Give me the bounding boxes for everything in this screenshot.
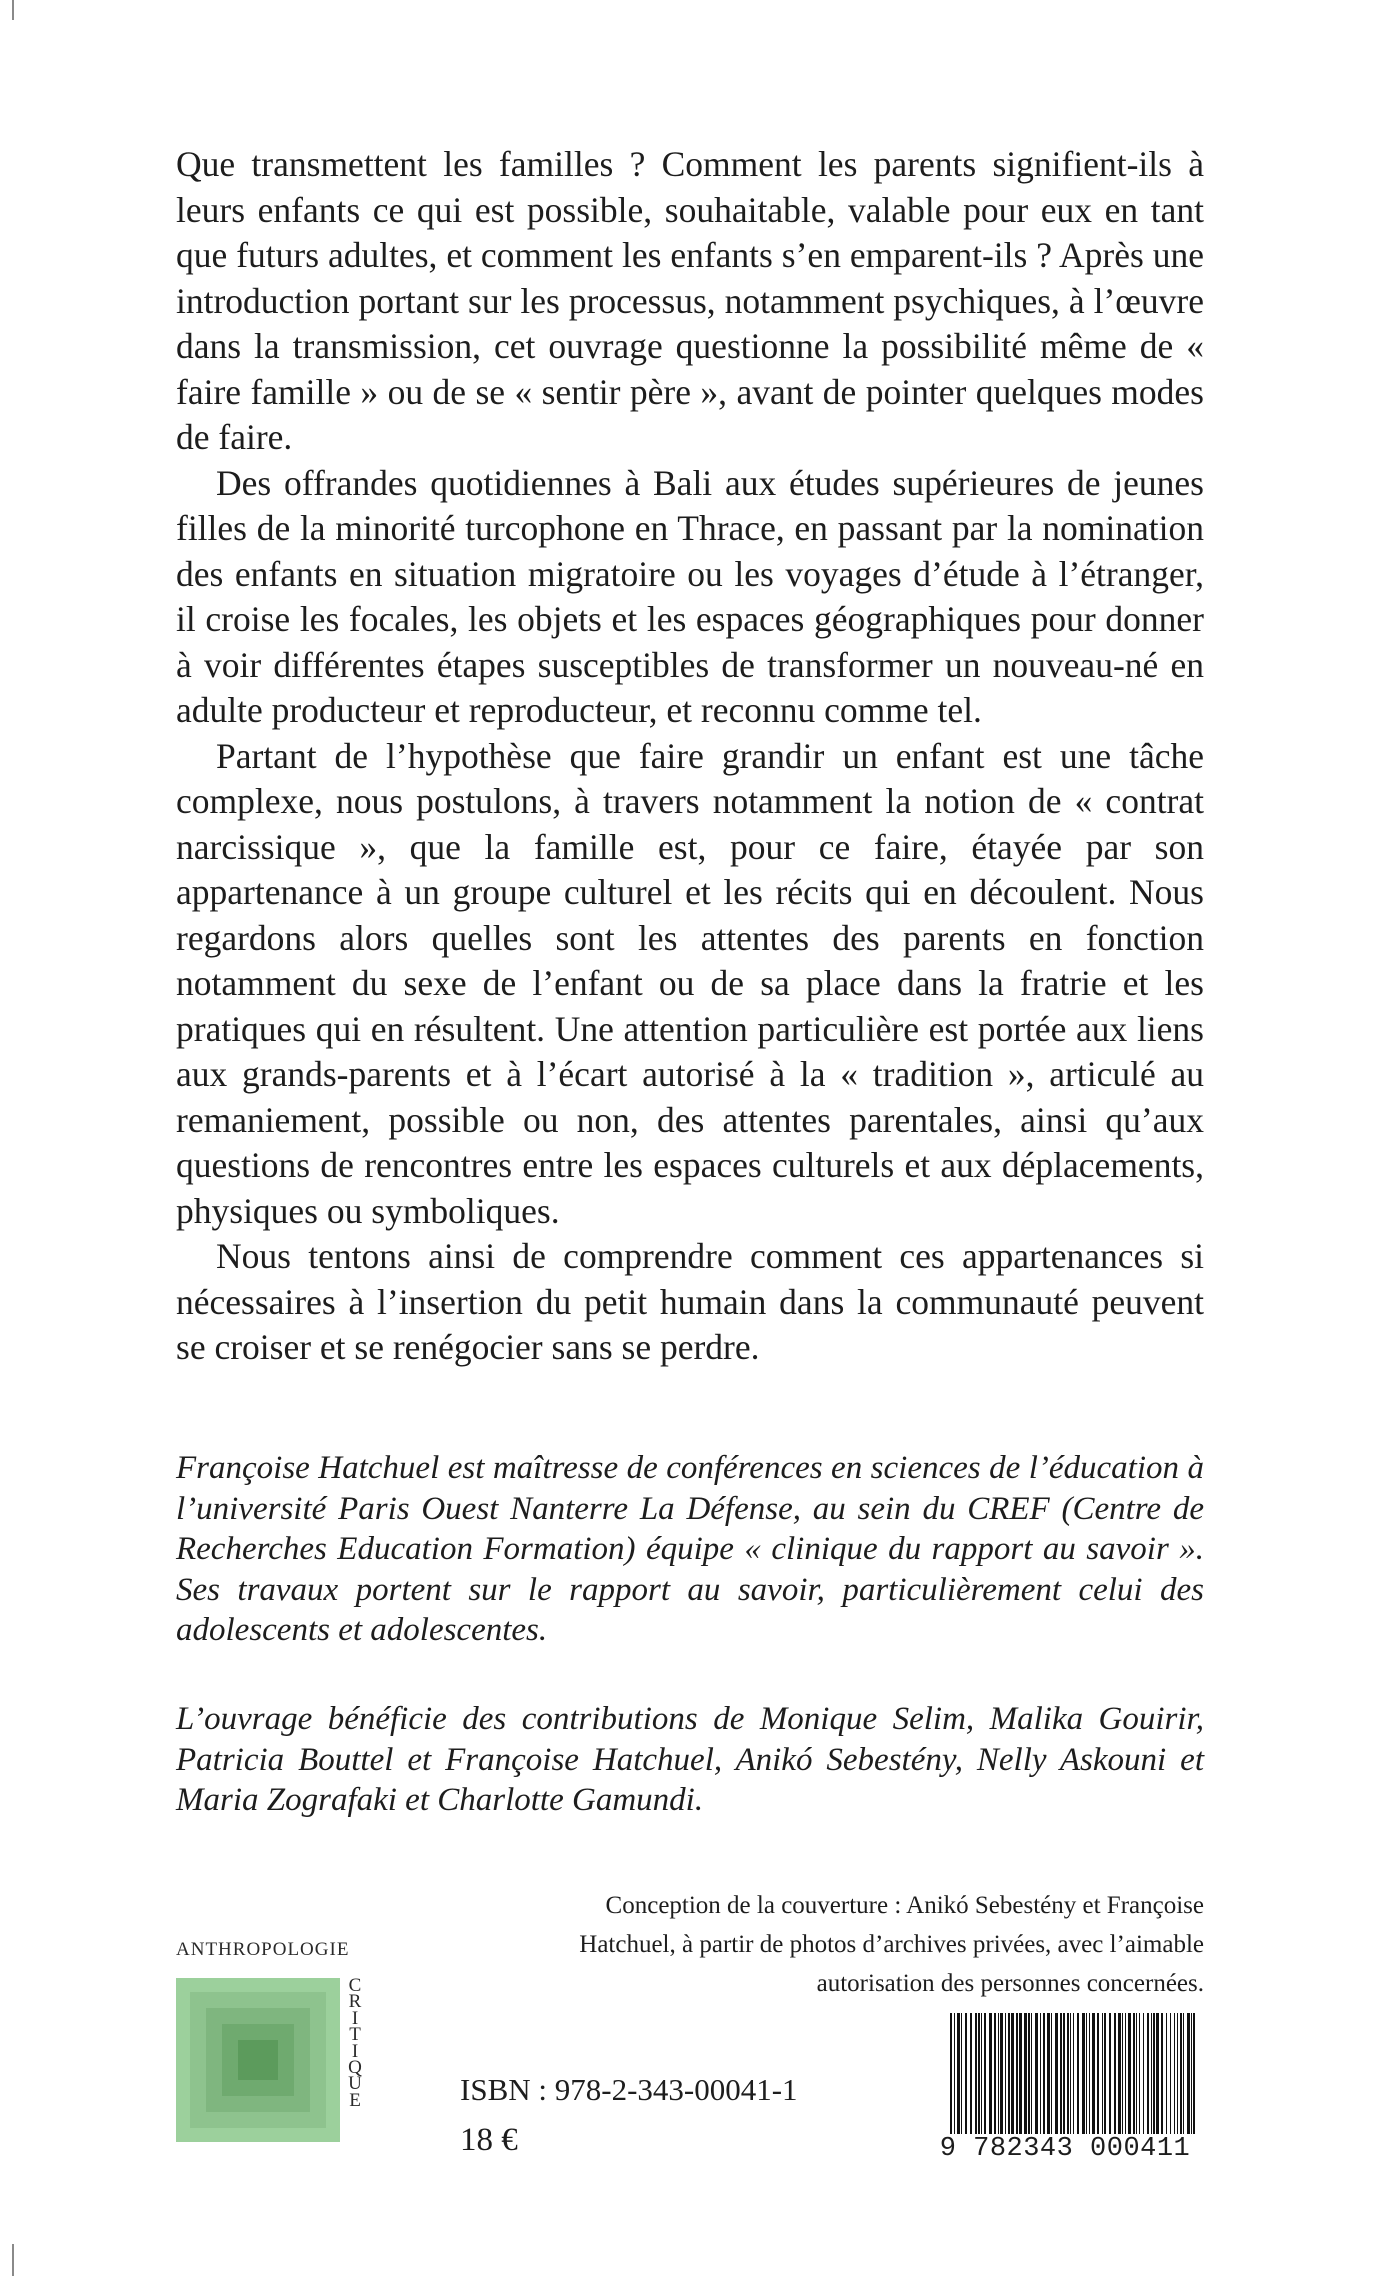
barcode-bar [1051,2013,1052,2135]
barcode-bar [1114,2013,1116,2135]
barcode-bar [1089,2013,1090,2135]
contributors-note: L’ouvrage bénéficie des contributions de Monique Selim, Malika Gouirir, Patricia Bouttel et Françoise Hatchuel, Anikó Sebestény, Nelly Askouni et Maria Zografaki et Charlotte Gamundi. [176,1701,1204,1818]
barcode-bar [1118,2013,1121,2135]
barcode-bar [1102,2013,1103,2135]
logo-square-4 [238,2040,278,2080]
barcode-bar [965,2013,967,2135]
barcode-bar [957,2013,960,2135]
barcode-bar [1028,2013,1030,2135]
barcode-bar [1060,2013,1062,2135]
crop-mark-top [12,0,14,20]
isbn: ISBN : 978-2-343-00041-1 [460,2072,798,2107]
cover-credit: Conception de la couverture : Anikó Sebestény et Françoise Hatchuel, à partir de photos d’archives privées, avec l’aimable autorisation des personnes concernées. [579,1892,1204,1997]
barcode-bar [975,2013,977,2135]
barcode-bar [1153,2013,1155,2135]
barcode-bar [1183,2013,1184,2135]
blurb-text [176,142,1204,1371]
barcode-bar [1122,2013,1123,2135]
author-bio: Françoise Hatchuel est maîtresse de conférences en sciences de l’éducation à l’université Paris Ouest Nanterre La Défense, au sein du CREF (Centre de Recherches Education Formation) équipe « clinique du rapport au savoir ». Ses travaux portent sur le rapport au savoir, particulièrement celui des adolescents et adolescentes. [176,1450,1204,1648]
series-vertical-word: C R I T I Q U E [348,1975,362,2111]
barcode-bar [1055,2013,1058,2135]
blurb-paragraph-1: Que transmettent les familles ? Comment les parents signifient-ils à leurs enfants ce qui est possible, souhaitable, valable pour eux en tant que futurs adultes, et comment les enfants s’en emparent-ils ? Après une introduction portant sur les processus, notamment psychiques, à l’œuvre dans la transmission, cet ouvrage questionne la possibilité même de « faire famille » ou de se « sentir père », avant de pointer quelques modes de faire. [176,144,1204,457]
barcode-bar [1191,2013,1192,2135]
blurb-paragraph-4: Nous tentons ainsi de comprendre comment ces appartenances si nécessaires à l’insertion du petit humain dans la communauté peuvent se croiser et se renégocier sans se perdre. [176,1236,1204,1367]
barcode-bar [1067,2013,1069,2135]
barcode-bar [984,2013,986,2135]
barcode-bar [998,2013,999,2135]
barcode-bar [1035,2013,1038,2135]
price: 18 € [460,2122,518,2158]
barcode-bar [1040,2013,1041,2135]
barcode-bar [1077,2013,1079,2135]
barcode-bar [1031,2013,1032,2135]
barcode-bar [1043,2013,1045,2135]
barcode-bar [978,2013,980,2135]
barcode-bar [1151,2013,1152,2135]
barcode-bar [1170,2013,1171,2135]
barcode-bar [1133,2013,1135,2135]
barcode-bar [1024,2013,1027,2135]
barcode-bar [1143,2013,1144,2135]
barcode-bar [1109,2013,1111,2135]
barcode-bar [950,2013,952,2135]
barcode-bar [1063,2013,1065,2135]
barcode-bar [1161,2013,1163,2135]
barcode-bar [1097,2013,1099,2135]
barcode-bar [1011,2013,1014,2135]
barcode-bar [1070,2013,1071,2135]
series-label: ANTHROPOLOGIE [176,1939,350,1960]
barcode-bar [1180,2013,1182,2135]
barcode-bar [970,2013,972,2135]
barcode-bar [1082,2013,1085,2135]
barcode-bar [1073,2013,1074,2135]
barcode-bar [1147,2013,1149,2135]
blurb-paragraph-3: Partant de l’hypothèse que faire grandir un enfant est une tâche complexe, nous postulons, à travers notamment la notion de « contrat narcissique », que la famille est, pour ce faire, étayée par son appartenance à un groupe culturel et les récits qui en découlent. Nous regardons alors quelles sont les attentes des parents en fonction notamment du sexe de l’enfant ou de sa place dans la fratrie et les pratiques qui en résultent. Une attention particulière est portée aux liens aux grands-parents et à l’écart autorisé à la « tradition », articulé au remaniement, possible ou non, des attentes parentales, ainsi qu’aux questions de rencontres entre les espaces culturels et aux déplacements, physiques ou symboliques. [176,735,1204,1231]
barcode-bar [1016,2013,1018,2135]
barcode-bar [961,2013,962,2135]
barcode-bar [1104,2013,1106,2135]
barcode-bar [989,2013,992,2135]
barcode-bar [1086,2013,1087,2135]
barcode-bar [1166,2013,1167,2135]
barcode-bar [1174,2013,1175,2135]
series-logo-icon [176,1978,340,2142]
barcode-bar [1187,2013,1190,2135]
barcode-bar [1047,2013,1050,2135]
barcode-bar [1156,2013,1159,2135]
barcode-bar [994,2013,996,2135]
crop-mark-bottom [12,2244,14,2276]
barcode-bar [1019,2013,1022,2135]
barcode-bar [1008,2013,1010,2135]
barcode-bar [1005,2013,1006,2135]
barcode-bar [1193,2013,1195,2135]
barcode-bar [1000,2013,1003,2135]
barcode-bar [1136,2013,1137,2135]
barcode-bar [1128,2013,1131,2135]
barcode-bar [1139,2013,1140,2135]
barcode-bar [1092,2013,1095,2135]
barcode-bar [954,2013,955,2135]
barcode-digits: 9 782343 000411 [930,2134,1200,2164]
barcode-bar [1125,2013,1126,2135]
blurb-paragraph-2: Des offrandes quotidiennes à Bali aux études supérieures de jeunes filles de la minorité turcophone en Thrace, en passant par la nomination des enfants en situation migratoire ou les voyages d’étude à l’étranger, il croise les focales, les objets et les espaces géographiques pour donner à voir différentes étapes susceptibles de transformer un nouveau-né en adulte producteur et reproducteur, et reconnu comme tel. [176,462,1204,730]
barcode-bar [981,2013,982,2135]
barcode-bar [1177,2013,1178,2135]
